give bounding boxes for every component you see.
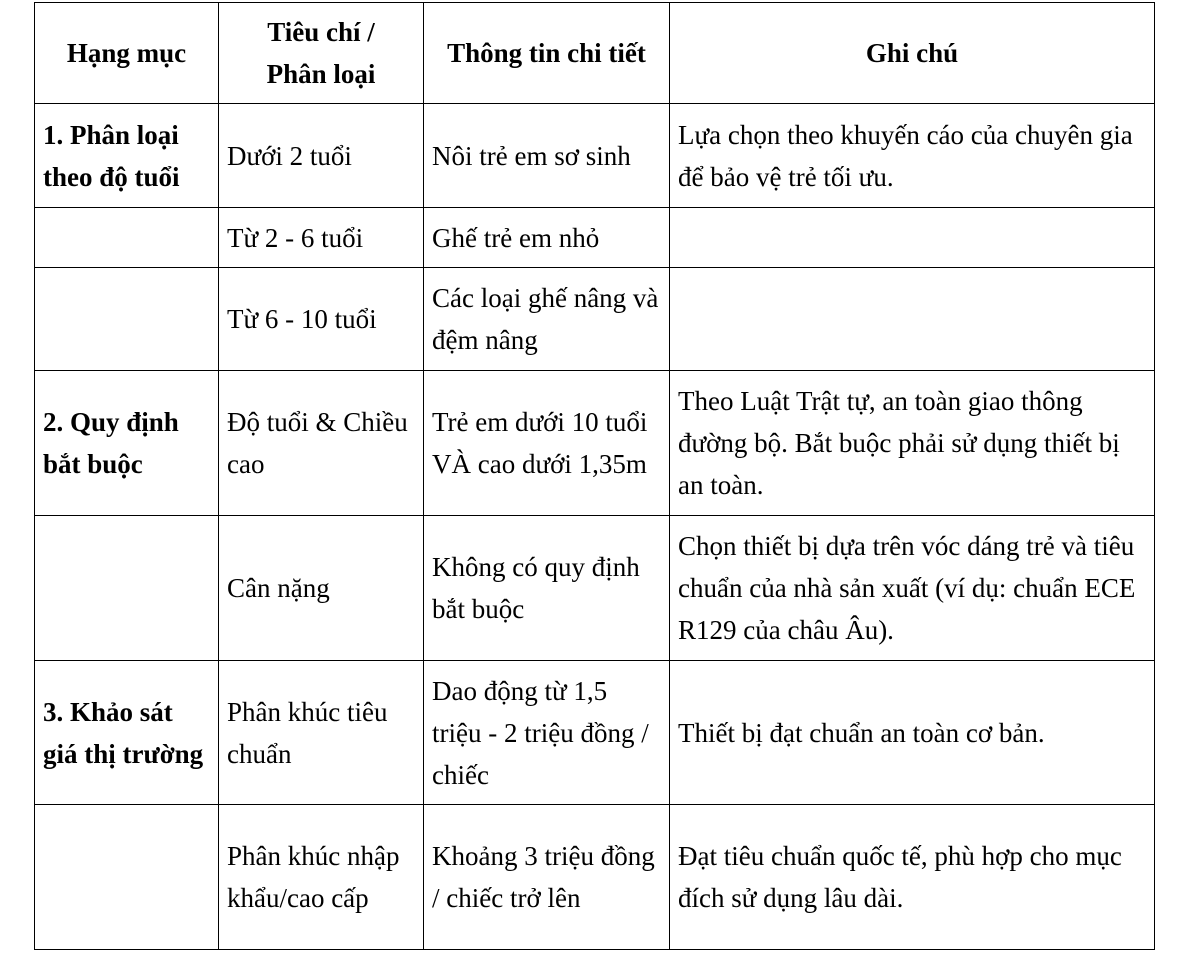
cell-note: Lựa chọn theo khuyến cáo của chuyên gia để bảo vệ trẻ tối ưu. xyxy=(670,104,1155,208)
cell-detail: Ghế trẻ em nhỏ xyxy=(424,208,670,268)
cell-category xyxy=(35,805,219,950)
cell-category: 1. Phân loại theo độ tuổi xyxy=(35,104,219,208)
cell-note: Chọn thiết bị dựa trên vóc dáng trẻ và tiêu chuẩn của nhà sản xuất (ví dụ: chuẩn ECE R129 của châu Âu). xyxy=(670,516,1155,661)
cell-note xyxy=(670,208,1155,268)
cell-category: 3. Khảo sát giá thị trường xyxy=(35,661,219,805)
cell-detail: Khoảng 3 triệu đồng / chiếc trở lên xyxy=(424,805,670,950)
cell-note xyxy=(670,268,1155,371)
table-row xyxy=(35,661,1155,805)
table-header-row xyxy=(35,3,1155,104)
cell-category xyxy=(35,208,219,268)
header-category: Hạng mục xyxy=(35,3,219,104)
table-row xyxy=(35,371,1155,516)
cell-criteria: Cân nặng xyxy=(219,516,424,661)
info-table xyxy=(34,2,1155,950)
cell-criteria: Phân khúc tiêu chuẩn xyxy=(219,661,424,805)
cell-note: Thiết bị đạt chuẩn an toàn cơ bản. xyxy=(670,661,1155,805)
header-detail: Thông tin chi tiết xyxy=(424,3,670,104)
cell-detail: Không có quy định bắt buộc xyxy=(424,516,670,661)
cell-detail: Nôi trẻ em sơ sinh xyxy=(424,104,670,208)
table-row xyxy=(35,516,1155,661)
cell-criteria: Từ 6 - 10 tuổi xyxy=(219,268,424,371)
header-criteria: Tiêu chí / Phân loại xyxy=(219,3,424,104)
cell-criteria: Phân khúc nhập khẩu/cao cấp xyxy=(219,805,424,950)
table-row xyxy=(35,805,1155,950)
cell-note: Theo Luật Trật tự, an toàn giao thông đường bộ. Bắt buộc phải sử dụng thiết bị an toàn. xyxy=(670,371,1155,516)
cell-category xyxy=(35,268,219,371)
table-row xyxy=(35,208,1155,268)
cell-detail: Các loại ghế nâng và đệm nâng xyxy=(424,268,670,371)
cell-category: 2. Quy định bắt buộc xyxy=(35,371,219,516)
header-note: Ghi chú xyxy=(670,3,1155,104)
cell-criteria: Độ tuổi & Chiều cao xyxy=(219,371,424,516)
cell-criteria: Dưới 2 tuổi xyxy=(219,104,424,208)
cell-note: Đạt tiêu chuẩn quốc tế, phù hợp cho mục đích sử dụng lâu dài. xyxy=(670,805,1155,950)
table-row xyxy=(35,104,1155,208)
cell-detail: Trẻ em dưới 10 tuổi VÀ cao dưới 1,35m xyxy=(424,371,670,516)
cell-criteria: Từ 2 - 6 tuổi xyxy=(219,208,424,268)
cell-category xyxy=(35,516,219,661)
cell-detail: Dao động từ 1,5 triệu - 2 triệu đồng / chiếc xyxy=(424,661,670,805)
table-row xyxy=(35,268,1155,371)
